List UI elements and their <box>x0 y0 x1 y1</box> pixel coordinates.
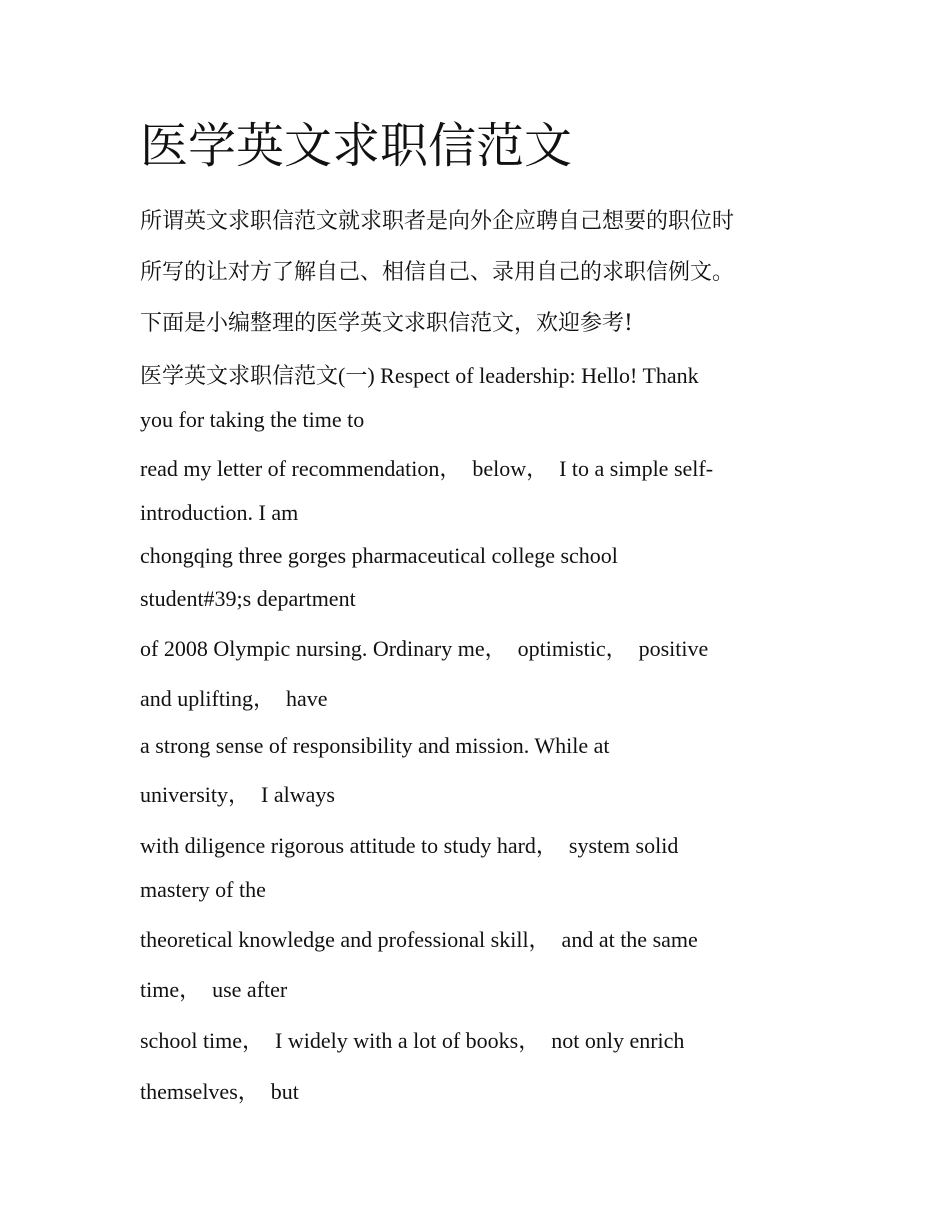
intro-line-2: 所写的让对方了解自己、相信自己、录用自己的求职信例文。 <box>140 260 735 285</box>
body-line-13: theoretical knowledge and professional skill， and at the same <box>140 927 698 952</box>
body-line-11: with diligence rigorous attitude to study hard， system solid <box>140 833 679 858</box>
body-line-2: you for taking the time to <box>140 407 365 432</box>
body-line-15: school time， I widely with a lot of books， not only enrich <box>140 1028 685 1053</box>
body-line-16: themselves， but <box>140 1079 299 1104</box>
body-line-8: and uplifting， have <box>140 686 328 711</box>
body-line-9: a strong sense of responsibility and mission. While at <box>140 733 610 758</box>
intro-line-3: 下面是小编整理的医学英文求职信范文，欢迎参考! <box>140 311 633 336</box>
intro-line-1: 所谓英文求职信范文就求职者是向外企应聘自己想要的职位时 <box>140 209 735 234</box>
body-line-10: university， I always <box>140 782 335 807</box>
body-line-5: chongqing three gorges pharmaceutical college school <box>140 543 618 568</box>
body-line-4: introduction. I am <box>140 500 299 525</box>
body-line-3: read my letter of recommendation， below， I to a simple self- <box>140 456 714 481</box>
body-line-1: 医学英文求职信范文(一) Respect of leadership: Hello! Thank <box>140 363 699 388</box>
body-line-14: time， use after <box>140 977 288 1002</box>
body-line-12: mastery of the <box>140 877 266 902</box>
document-title: 医学英文求职信范文 <box>140 118 573 174</box>
body-line-7: of 2008 Olympic nursing. Ordinary me， optimistic， positive <box>140 636 709 661</box>
body-line-6: student#39;s department <box>140 586 356 611</box>
